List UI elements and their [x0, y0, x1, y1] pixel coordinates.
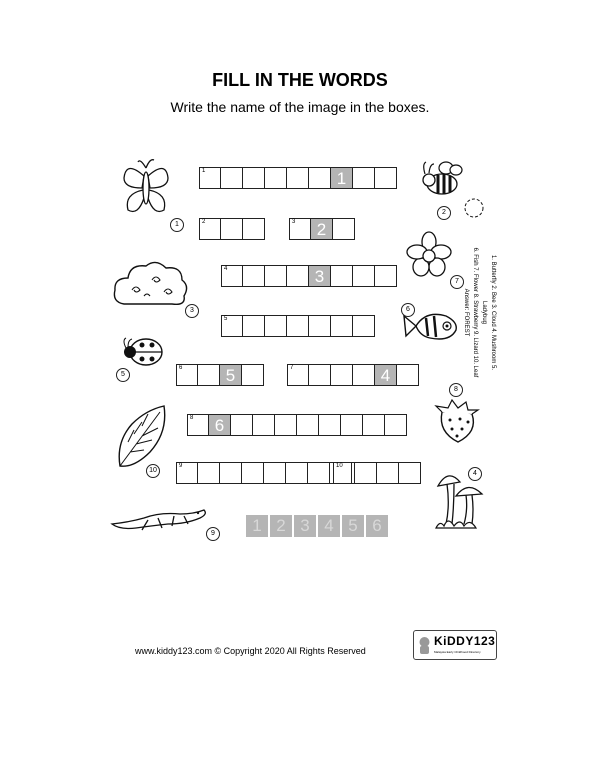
letter-box[interactable]	[289, 218, 311, 240]
letter-box[interactable]	[355, 462, 377, 484]
final-answer-boxes	[246, 515, 390, 537]
answer-position-number: 3	[314, 267, 325, 286]
answer-position-number: 5	[225, 366, 236, 385]
strawberry-icon	[432, 398, 482, 446]
butterfly-icon	[120, 158, 172, 220]
logo-text: KiDDY123	[434, 634, 496, 648]
copyright-footer: www.kiddy123.com © Copyright 2020 All Rights Reserved	[135, 646, 366, 656]
letter-box[interactable]	[231, 414, 253, 436]
word-row	[176, 462, 352, 484]
letter-box[interactable]	[309, 167, 331, 189]
word-row	[333, 462, 421, 484]
instructions: Write the name of the image in the boxes.	[170, 99, 430, 115]
letter-box[interactable]	[308, 462, 330, 484]
final-answer-number: 2	[276, 516, 286, 535]
letter-box[interactable]	[287, 265, 309, 287]
letter-box[interactable]	[198, 364, 220, 386]
highlighted-letter-box[interactable]	[311, 218, 333, 240]
final-answer-box[interactable]	[318, 515, 340, 537]
picture-number: 9	[206, 527, 220, 541]
answer-line: 6. Fish 7. Flower 8. Strawberry 9. Lizard 10. Leaf	[472, 247, 478, 378]
logo-mascot-icon	[417, 635, 432, 655]
row-number: 7	[290, 365, 294, 371]
cloud-icon	[112, 260, 190, 310]
row-number: 6	[179, 365, 183, 371]
letter-box[interactable]	[198, 462, 220, 484]
answer-key	[397, 245, 497, 380]
word-row	[176, 364, 264, 386]
picture-number: 6	[401, 303, 415, 317]
row-number: 9	[179, 463, 183, 469]
letter-box[interactable]	[176, 364, 198, 386]
letter-box[interactable]	[399, 462, 421, 484]
letter-box[interactable]	[187, 414, 209, 436]
highlighted-letter-box[interactable]	[375, 364, 397, 386]
letter-box[interactable]	[221, 218, 243, 240]
word-row	[221, 315, 375, 337]
highlighted-letter-box[interactable]	[209, 414, 231, 436]
letter-box[interactable]	[353, 265, 375, 287]
word-row	[187, 414, 407, 436]
letter-box[interactable]	[176, 462, 198, 484]
letter-box[interactable]	[341, 414, 363, 436]
page-title: FILL IN THE WORDS	[212, 70, 388, 90]
word-row	[199, 167, 397, 189]
row-number: 5	[224, 316, 228, 322]
ladybug-icon	[120, 334, 168, 370]
final-answer-box[interactable]	[294, 515, 316, 537]
letter-box[interactable]	[319, 414, 341, 436]
picture-number: 8	[449, 383, 463, 397]
final-answer-box[interactable]	[270, 515, 292, 537]
answer-line: Answer: FOREST	[463, 288, 469, 337]
row-number: 8	[190, 415, 194, 421]
letter-box[interactable]	[375, 265, 397, 287]
picture-number: 3	[185, 304, 199, 318]
final-answer-number: 6	[372, 516, 382, 535]
letter-box[interactable]	[242, 462, 264, 484]
letter-box[interactable]	[265, 167, 287, 189]
final-answer-number: 3	[300, 516, 310, 535]
letter-box[interactable]	[265, 315, 287, 337]
answer-line: 1. Butterfly 2. Bee 3. Cloud 4. Mushroom 5. Ladybug	[481, 254, 496, 371]
kiddy123-logo	[413, 630, 497, 660]
letter-box[interactable]	[385, 414, 407, 436]
picture-number: 4	[468, 467, 482, 481]
highlighted-letter-box[interactable]	[331, 167, 353, 189]
letter-box[interactable]	[220, 462, 242, 484]
final-answer-number: 4	[324, 516, 334, 535]
letter-box[interactable]	[243, 167, 265, 189]
letter-box[interactable]	[333, 218, 355, 240]
letter-box[interactable]	[199, 167, 221, 189]
word-row	[221, 265, 397, 287]
lizard-icon	[110, 506, 210, 534]
picture-number: 5	[116, 368, 130, 382]
picture-number: 2	[437, 206, 451, 220]
row-number: 4	[224, 266, 228, 272]
letter-box[interactable]	[242, 364, 264, 386]
answer-position-number: 4	[380, 366, 391, 385]
letter-box[interactable]	[287, 167, 309, 189]
word-row	[289, 218, 355, 240]
word-row	[199, 218, 265, 240]
highlighted-letter-box[interactable]	[309, 265, 331, 287]
answer-position-number: 1	[336, 169, 347, 188]
letter-box[interactable]	[331, 364, 353, 386]
letter-box[interactable]	[275, 414, 297, 436]
letter-box[interactable]	[353, 315, 375, 337]
letter-box[interactable]	[309, 315, 331, 337]
letter-box[interactable]	[375, 167, 397, 189]
letter-box[interactable]	[264, 462, 286, 484]
final-answer-box[interactable]	[342, 515, 364, 537]
row-number: 1	[202, 168, 206, 174]
highlighted-letter-box[interactable]	[220, 364, 242, 386]
final-answer-box[interactable]	[246, 515, 268, 537]
letter-box[interactable]	[331, 265, 353, 287]
letter-box[interactable]	[331, 315, 353, 337]
letter-box[interactable]	[286, 462, 308, 484]
letter-box[interactable]	[377, 462, 399, 484]
picture-number: 7	[450, 275, 464, 289]
letter-box[interactable]	[265, 265, 287, 287]
letter-box[interactable]	[353, 167, 375, 189]
logo-subtitle: Malaysia Early Childhood Directory	[434, 650, 481, 654]
row-number: 10	[336, 463, 343, 469]
picture-number: 1	[170, 218, 184, 232]
letter-box[interactable]	[333, 462, 355, 484]
row-number: 3	[292, 219, 296, 225]
letter-box[interactable]	[243, 265, 265, 287]
picture-number: 10	[146, 464, 160, 478]
answer-position-number: 6	[214, 416, 225, 435]
letter-box[interactable]	[309, 364, 331, 386]
answer-position-number: 2	[316, 220, 327, 239]
letter-box[interactable]	[199, 218, 221, 240]
letter-box[interactable]	[353, 364, 375, 386]
letter-box[interactable]	[221, 265, 243, 287]
letter-box[interactable]	[243, 315, 265, 337]
final-answer-number: 1	[252, 516, 262, 535]
letter-box[interactable]	[287, 364, 309, 386]
letter-box[interactable]	[363, 414, 385, 436]
final-answer-number: 5	[348, 516, 358, 535]
trail-icon	[460, 196, 488, 220]
letter-box[interactable]	[221, 315, 243, 337]
leaf-icon	[114, 402, 170, 470]
letter-box[interactable]	[287, 315, 309, 337]
final-answer-box[interactable]	[366, 515, 388, 537]
letter-box[interactable]	[221, 167, 243, 189]
letter-box[interactable]	[297, 414, 319, 436]
letter-box[interactable]	[253, 414, 275, 436]
letter-box[interactable]	[243, 218, 265, 240]
row-number: 2	[202, 219, 206, 225]
bee-icon	[420, 158, 470, 198]
